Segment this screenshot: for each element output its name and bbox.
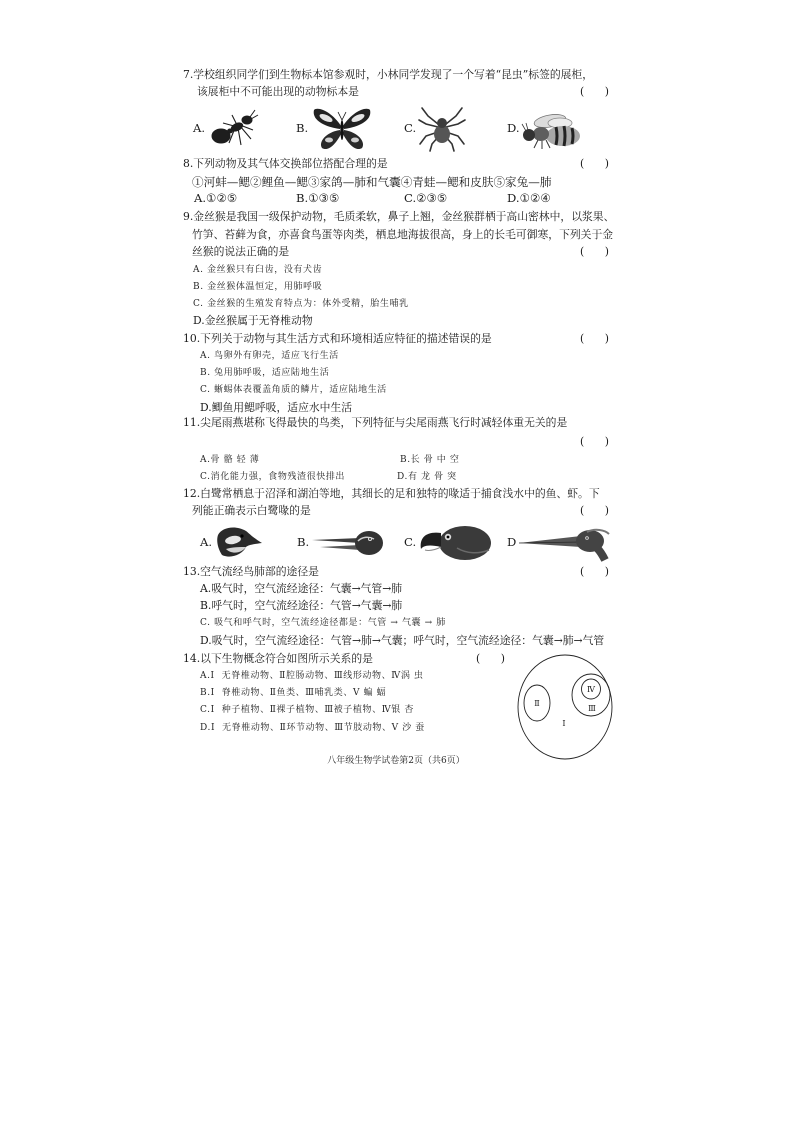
q7-stem-line-2: 该展柜中不可能出现的动物标本是 — [197, 85, 359, 98]
q14-stem-line-1: 14.以下生物概念符合如图所示关系的是 — [183, 652, 373, 665]
concept-relation-diagram — [515, 652, 615, 762]
long-spear-beak-image — [517, 526, 611, 560]
q7-option-a-label: A. — [193, 121, 206, 135]
q9-stem-line-2: 竹笋、苔藓为食，亦喜食鸟蛋等肉类，栖息地海拔很高，身上的长毛可御寒，下列关于金 — [192, 228, 614, 241]
q8-option-c: C.②③⑤ — [404, 191, 448, 205]
circle-i — [518, 655, 612, 759]
diagram-label-iv: Ⅳ — [587, 685, 595, 694]
q13-option-d: D.吸气时，空气流经途径：气管→肺→气囊；呼气时，空气流经途径：气囊→肺→气管 — [200, 634, 605, 647]
q12-option-a-label: A. — [200, 535, 213, 549]
q8-option-d: D.①②④ — [507, 191, 551, 205]
q11-option-c: C.消化能力强，食物残渣很快排出 — [200, 472, 346, 482]
diagram-label-ii: Ⅱ — [534, 699, 540, 708]
q8-stem-line-1: 8.下列动物及其气体交换部位搭配合理的是 — [183, 157, 388, 170]
q11-option-a: A.骨 骼 轻 薄 — [200, 455, 260, 465]
q12-answer-bracket: ( ) — [580, 504, 610, 517]
open-long-beak-image — [310, 527, 384, 559]
q9-answer-bracket: ( ) — [580, 245, 610, 258]
q14-option-b: B.Ⅰ 脊椎动物、Ⅱ鱼类、Ⅲ哺乳类、Ⅴ 蝙 蝠 — [200, 688, 387, 698]
q10-option-b: B. 兔用肺呼吸，适应陆地生活 — [200, 368, 330, 378]
butterfly-image — [312, 106, 372, 152]
hooked-beak-image — [417, 524, 493, 562]
q14-option-d: D.Ⅰ 无脊椎动物、Ⅱ环节动物、Ⅲ节肢动物、Ⅴ 沙 蚕 — [200, 723, 425, 733]
q13-option-b: B.呼气时，空气流经途径：气管→气囊→肺 — [200, 599, 403, 612]
q13-option-c: C. 吸气和呼气时，空气流经途径都是：气管 → 气囊 → 肺 — [200, 618, 446, 628]
diagram-label-iii: Ⅲ — [588, 704, 596, 713]
q7-answer-bracket: ( ) — [580, 85, 610, 98]
q14-option-a: A.Ⅰ 无脊椎动物、Ⅱ腔肠动物、Ⅲ线形动物、Ⅳ涡 虫 — [200, 671, 424, 681]
bee-image — [520, 110, 586, 150]
q9-option-d: D.金丝猴属于无脊椎动物 — [193, 314, 313, 327]
q9-stem-line-3: 丝猴的说法正确的是 — [192, 245, 290, 258]
q8-stem-line-2: ①河蚌—鳃②鲤鱼—鳃③家鸽—肺和气囊④青蛙—鳃和皮肤⑤家兔—肺 — [192, 175, 552, 189]
q9-stem-line-1: 9.金丝猴是我国一级保护动物，毛质柔软，鼻子上翘，金丝猴群栖于高山密林中，以浆果、 — [183, 210, 615, 223]
q8-option-a: A.①②⑤ — [194, 191, 238, 205]
q11-answer-bracket: ( ) — [580, 435, 610, 448]
q8-option-b: B.①③⑤ — [296, 191, 340, 205]
q9-option-a: A. 金丝猴只有臼齿，没有犬齿 — [193, 265, 323, 275]
q13-answer-bracket: ( ) — [580, 565, 610, 578]
ant-image — [210, 108, 260, 150]
q13-stem-line-1: 13.空气流经鸟肺部的途径是 — [183, 565, 319, 578]
q13-option-a: A.吸气时，空气流经途径：气囊→气管→肺 — [200, 582, 403, 595]
q12-stem-line-1: 12.白鹭常栖息于沼泽和湖泊等地，其细长的足和独特的喙适于捕食浅水中的鱼、虾。下 — [183, 487, 600, 500]
q8-answer-bracket: ( ) — [580, 157, 610, 170]
q14-option-c: C.Ⅰ 种子植物、Ⅱ裸子植物、Ⅲ被子植物、Ⅳ银 杏 — [200, 705, 414, 715]
q7-stem-line-1: 7.学校组织同学们到生物标本馆参观时，小林同学发现了一个写着“昆虫”标签的展柜， — [183, 68, 594, 81]
short-beak-image — [216, 525, 264, 561]
q12-option-c-label: C. — [404, 535, 417, 549]
q10-option-a: A. 鸟卵外有卵壳，适应飞行生活 — [200, 351, 339, 361]
q11-stem-line-1: 11.尖尾雨燕堪称飞得最快的鸟类，下列特征与尖尾雨燕飞行时减轻体重无关的是 — [183, 416, 568, 429]
q12-option-d-label: D — [507, 535, 517, 549]
q9-option-c: C. 金丝猴的生殖发育特点为：体外受精，胎生哺乳 — [193, 299, 409, 309]
q7-option-c-label: C. — [404, 121, 417, 135]
q7-option-d-label: D. — [507, 121, 520, 135]
spider-image — [418, 106, 466, 152]
q9-option-b: B. 金丝猴体温恒定，用肺呼吸 — [193, 282, 323, 292]
q10-stem-line-1: 10.下列关于动物与其生活方式和环境相适应特征的描述错误的是 — [183, 332, 492, 345]
diagram-label-i: Ⅰ — [562, 719, 566, 728]
page-footer: 八年级生物学试卷第2页（共6页） — [327, 756, 465, 766]
q14-answer-bracket: ( ) — [476, 652, 506, 665]
q10-option-d: D.鲫鱼用鳃呼吸，适应水中生活 — [200, 401, 353, 414]
q7-option-b-label: B. — [296, 121, 309, 135]
q11-option-d: D.有 龙 骨 突 — [397, 472, 457, 482]
q12-option-b-label: B. — [297, 535, 310, 549]
q12-stem-line-2: 列能正确表示白鹭喙的是 — [192, 504, 311, 517]
q10-answer-bracket: ( ) — [580, 332, 610, 345]
q11-option-b: B.长 骨 中 空 — [400, 455, 460, 465]
q10-option-c: C. 蜥蜴体表覆盖角质的鳞片，适应陆地生活 — [200, 385, 387, 395]
